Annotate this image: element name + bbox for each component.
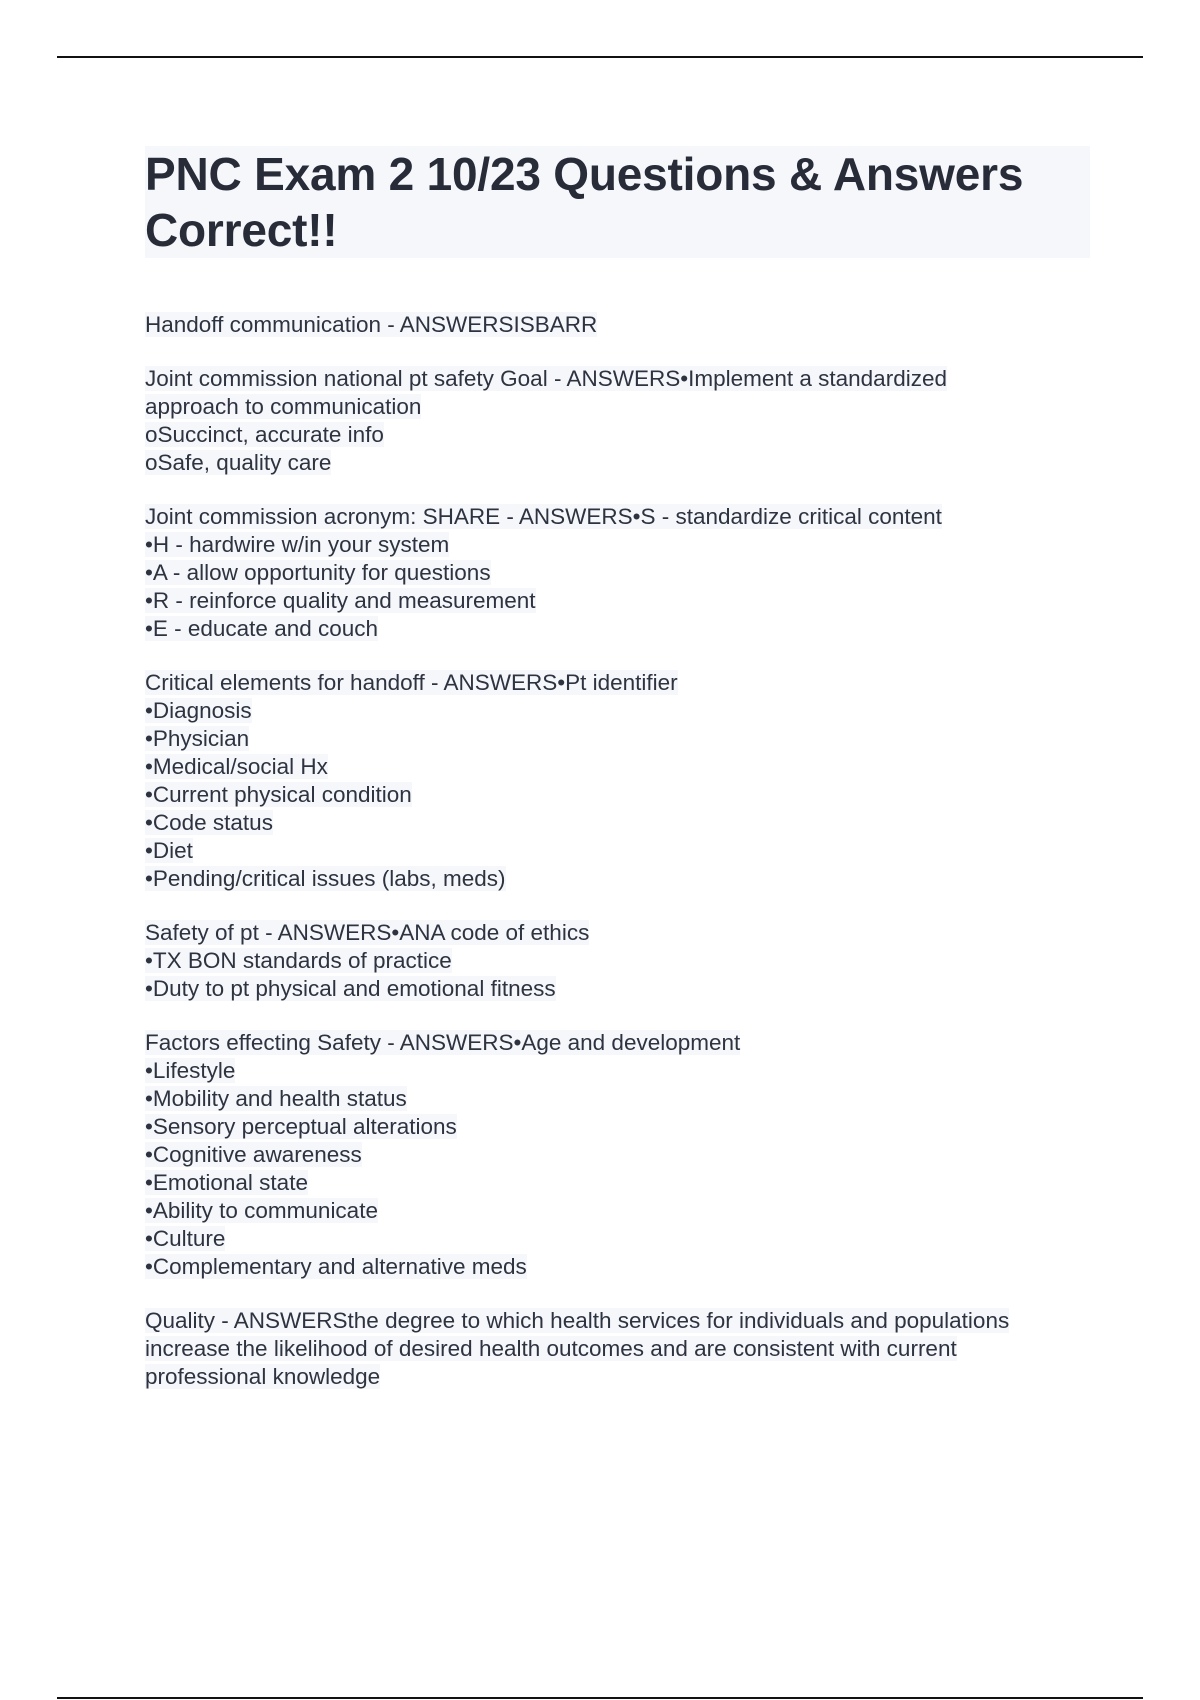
qa-answer-line xyxy=(145,1363,1090,1391)
qa-answer-line xyxy=(145,837,1090,865)
qa-question-line xyxy=(145,1307,1090,1335)
qa-answer-line xyxy=(145,725,1090,753)
qa-answer-line xyxy=(145,1197,1090,1225)
qa-line-text: Critical elements for handoff - ANSWERS•Pt identifier xyxy=(145,670,678,695)
qa-answer-line xyxy=(145,1141,1090,1169)
document-body xyxy=(145,146,1090,1417)
qa-answer-line xyxy=(145,393,1090,421)
qa-item xyxy=(145,365,1090,477)
qa-line-text: •Culture xyxy=(145,1226,226,1251)
qa-line-text: •E - educate and couch xyxy=(145,616,379,641)
qa-answer-line xyxy=(145,615,1090,643)
qa-answer-line xyxy=(145,1169,1090,1197)
qa-answer-line xyxy=(145,947,1090,975)
qa-answer-line xyxy=(145,865,1090,893)
qa-list xyxy=(145,311,1090,1391)
qa-question-line xyxy=(145,1029,1090,1057)
qa-answer-line xyxy=(145,1057,1090,1085)
qa-answer-line xyxy=(145,697,1090,725)
qa-answer-line xyxy=(145,1253,1090,1281)
qa-answer-line xyxy=(145,1335,1090,1363)
qa-line-text: Quality - ANSWERSthe degree to which health services for individuals and populations xyxy=(145,1308,1010,1333)
qa-line-text: •Code status xyxy=(145,810,273,835)
qa-line-text: •Ability to communicate xyxy=(145,1198,378,1223)
qa-answer-line xyxy=(145,449,1090,477)
qa-line-text: •Emotional state xyxy=(145,1170,308,1195)
qa-line-text: approach to communication xyxy=(145,394,422,419)
qa-line-text: •Medical/social Hx xyxy=(145,754,328,779)
qa-line-text: •Mobility and health status xyxy=(145,1086,407,1111)
qa-line-text: •R - reinforce quality and measurement xyxy=(145,588,536,613)
qa-line-text: •Diet xyxy=(145,838,193,863)
qa-item xyxy=(145,919,1090,1003)
qa-question-line xyxy=(145,311,1090,339)
qa-answer-line xyxy=(145,975,1090,1003)
qa-item xyxy=(145,1307,1090,1391)
qa-line-text: Joint commission acronym: SHARE - ANSWERS•S - standardize critical content xyxy=(145,504,942,529)
qa-answer-line xyxy=(145,809,1090,837)
qa-line-text: increase the likelihood of desired health outcomes and are consistent with current xyxy=(145,1336,957,1361)
qa-line-text: Handoff communication - ANSWERSISBARR xyxy=(145,312,598,337)
qa-question-line xyxy=(145,365,1090,393)
qa-answer-line xyxy=(145,421,1090,449)
qa-line-text: •Pending/critical issues (labs, meds) xyxy=(145,866,506,891)
qa-answer-line xyxy=(145,1225,1090,1253)
qa-line-text: professional knowledge xyxy=(145,1364,381,1389)
qa-line-text: •Current physical condition xyxy=(145,782,412,807)
title-block xyxy=(145,146,1090,258)
qa-answer-line xyxy=(145,753,1090,781)
qa-item xyxy=(145,503,1090,643)
qa-line-text: oSuccinct, accurate info xyxy=(145,422,384,447)
qa-line-text: •Cognitive awareness xyxy=(145,1142,362,1167)
qa-line-text: Safety of pt - ANSWERS•ANA code of ethics xyxy=(145,920,590,945)
qa-line-text: •Sensory perceptual alterations xyxy=(145,1114,457,1139)
qa-line-text: Joint commission national pt safety Goal - ANSWERS•Implement a standardized xyxy=(145,366,947,391)
qa-question-line xyxy=(145,503,1090,531)
qa-answer-line xyxy=(145,781,1090,809)
qa-line-text: •Diagnosis xyxy=(145,698,252,723)
bottom-rule xyxy=(57,1697,1143,1699)
qa-answer-line xyxy=(145,531,1090,559)
qa-answer-line xyxy=(145,1113,1090,1141)
page-title: PNC Exam 2 10/23 Questions & Answers Correct!! xyxy=(145,148,1024,256)
qa-line-text: •Complementary and alternative meds xyxy=(145,1254,527,1279)
qa-answer-line xyxy=(145,587,1090,615)
qa-item xyxy=(145,1029,1090,1281)
qa-answer-line xyxy=(145,559,1090,587)
qa-line-text: oSafe, quality care xyxy=(145,450,332,475)
qa-question-line xyxy=(145,919,1090,947)
qa-item xyxy=(145,669,1090,893)
qa-line-text: •H - hardwire w/in your system xyxy=(145,532,450,557)
qa-line-text: •A - allow opportunity for questions xyxy=(145,560,491,585)
top-rule xyxy=(57,56,1143,58)
qa-line-text: •Duty to pt physical and emotional fitness xyxy=(145,976,556,1001)
qa-line-text: •TX BON standards of practice xyxy=(145,948,452,973)
qa-item xyxy=(145,311,1090,339)
qa-question-line xyxy=(145,669,1090,697)
qa-line-text: •Lifestyle xyxy=(145,1058,236,1083)
qa-line-text: Factors effecting Safety - ANSWERS•Age and development xyxy=(145,1030,741,1055)
qa-answer-line xyxy=(145,1085,1090,1113)
qa-line-text: •Physician xyxy=(145,726,250,751)
